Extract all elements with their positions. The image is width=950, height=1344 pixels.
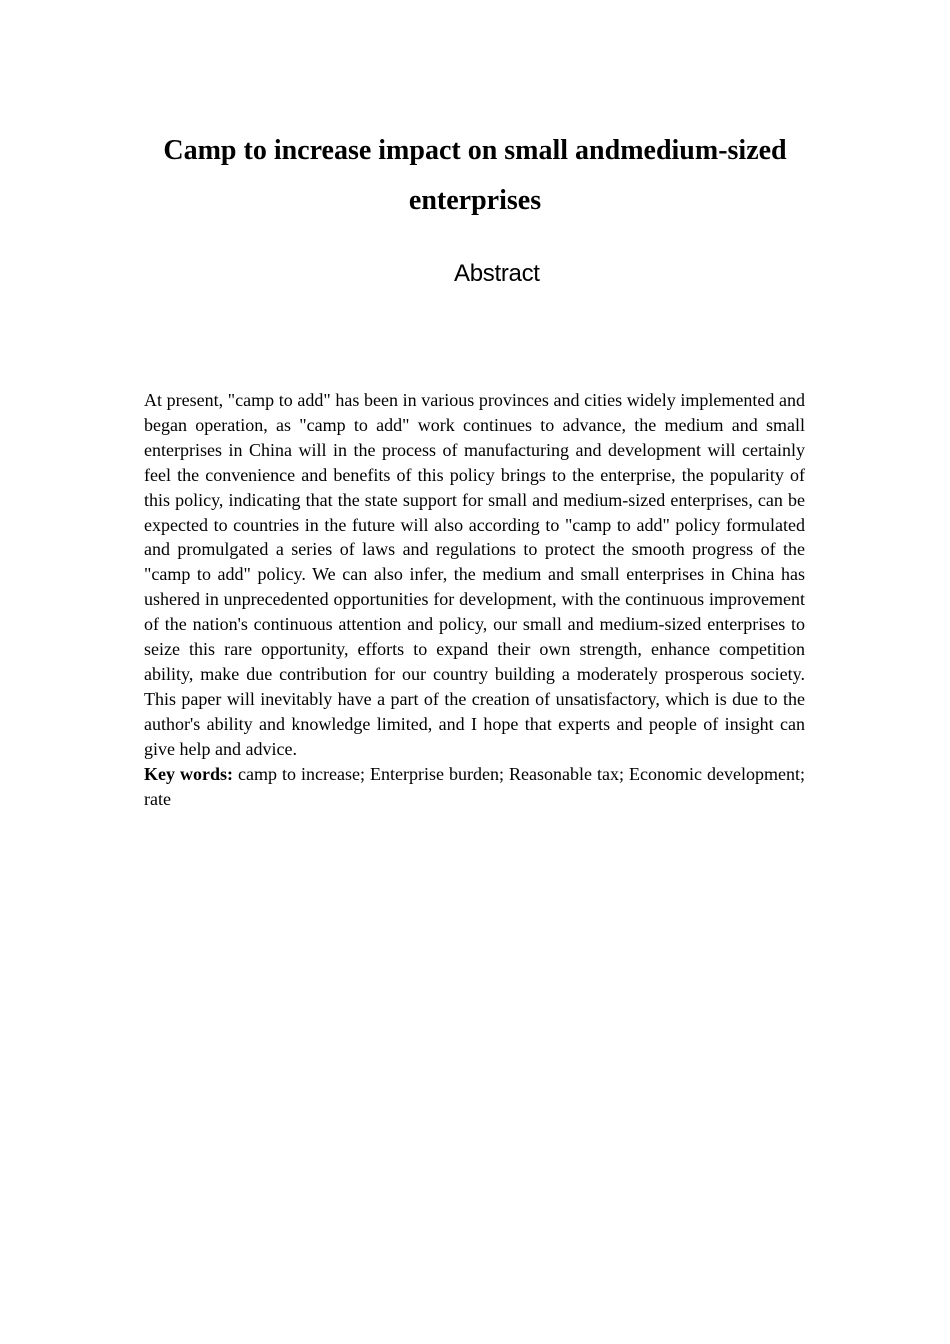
abstract-paragraph: At present, "camp to add" has been in various provinces and cities widely implemented and began operation, as "camp to add" work continues to advance, the medium and small enterprises in China will in the process of manufacturing and development will certainly feel the convenience and benefits of this policy brings to the enterprise, the popularity of this policy, indicating that the state support for small and medium-sized enterprises, can be expected to countries in the future will also according to "camp to add" policy formulated and promulgated a series of laws and regulations to protect the smooth progress of the "camp to add" policy. We can also infer, the medium and small enterprises in China has ushered in unprecedented opportunities for development, with the continuous improvement of the nation's continuous attention and policy, our small and medium-sized enterprises to seize this rare opportunity, efforts to expand their own strength, enhance competition ability, make due contribution for our country building a moderately prosperous society. This paper will inevitably have a part of the creation of unsatisfactory, which is due to the author's ability and knowledge limited, and I hope that experts and people of insight can give help and advice. (144, 390, 805, 759)
abstract-body (144, 388, 805, 811)
keywords-paragraph (144, 762, 805, 812)
keywords-label: Key words: (144, 763, 234, 784)
abstract-heading: Abstract (454, 260, 540, 287)
keywords-text: camp to increase; Enterprise burden; Reasonable tax; Economic development; rate (144, 763, 805, 809)
paper-title: Camp to increase impact on small andmedium-sized enterprises (163, 135, 787, 216)
